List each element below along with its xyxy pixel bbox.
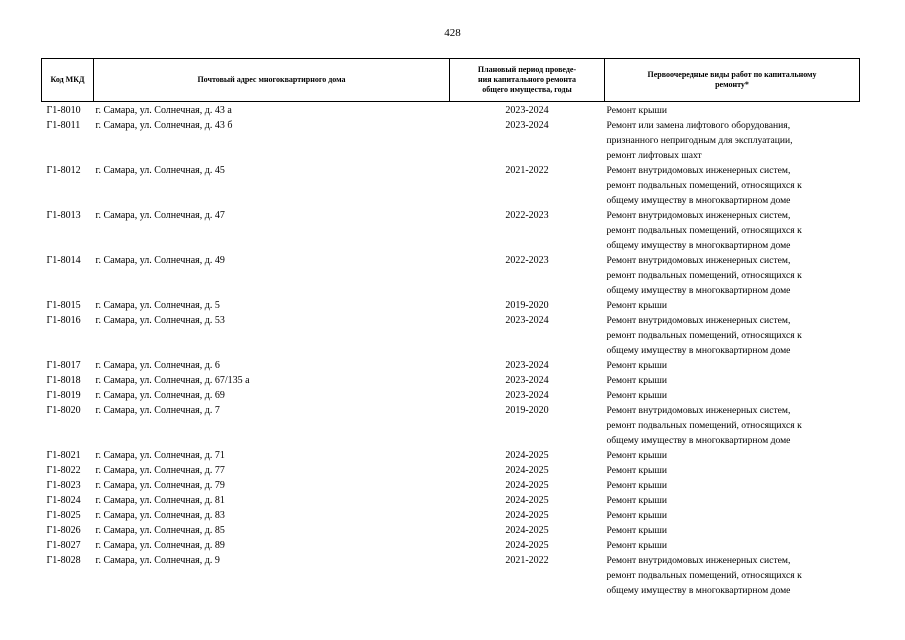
address-cell: г. Самара, ул. Солнечная, д. 9 [95,555,220,566]
period-cell: 2021-2022 [505,165,549,176]
header-address: Почтовый адрес многоквартирного дома [94,59,450,102]
mkd-code-cell: Г1-8025 [46,510,81,521]
table-row [42,298,860,313]
period-cell: 2024-2025 [505,495,549,506]
table-body [42,102,860,599]
address-cell: г. Самара, ул. Солнечная, д. 69 [95,390,225,401]
works-line: общему имуществу в многоквартирном доме [606,285,791,296]
works-line: ремонт подвальных помещений, относящихся к [606,330,802,341]
table-row [42,553,860,598]
header-period-line: общего имущества, годы [482,85,572,94]
table-row [42,463,860,478]
works-line: Ремонт внутридомовых инженерных систем, [606,555,791,566]
header-works-line: ремонту* [715,80,749,89]
works-line: общему имуществу в многоквартирном доме [606,435,791,446]
address-cell: г. Самара, ул. Солнечная, д. 43 б [95,120,233,131]
header-code: Код МКД [42,59,94,102]
works-cell [605,463,860,478]
works-line: ремонт подвальных помещений, относящихся к [606,180,802,191]
works-line: Ремонт крыши [606,105,667,116]
works-cell [605,163,860,208]
works-cell [605,493,860,508]
works-line: Ремонт крыши [606,450,667,461]
works-cell [605,403,860,448]
period-cell: 2023-2024 [505,375,549,386]
works-cell [605,448,860,463]
works-line: Ремонт внутридомовых инженерных систем, [606,165,791,176]
works-cell [605,118,860,163]
mkd-code-cell: Г1-8016 [46,315,81,326]
works-line: Ремонт крыши [606,465,667,476]
works-line: ремонт подвальных помещений, относящихся к [606,270,802,281]
table-row [42,313,860,358]
works-cell [605,553,860,598]
table-row [42,523,860,538]
address-cell: г. Самара, ул. Солнечная, д. 47 [95,210,225,221]
address-cell: г. Самара, ул. Солнечная, д. 85 [95,525,225,536]
header-period [450,59,605,102]
works-line: ремонт подвальных помещений, относящихся к [606,420,802,431]
table-row [42,102,860,119]
works-cell [605,298,860,313]
table-row [42,253,860,298]
period-cell: 2019-2020 [505,300,549,311]
header-works [605,59,860,102]
address-cell: г. Самара, ул. Солнечная, д. 71 [95,450,225,461]
address-cell: г. Самара, ул. Солнечная, д. 67/135 а [95,375,250,386]
period-cell: 2024-2025 [505,450,549,461]
mkd-code-cell: Г1-8019 [46,390,81,401]
works-line: общему имуществу в многоквартирном доме [606,240,791,251]
address-cell: г. Самара, ул. Солнечная, д. 43 а [95,105,232,116]
table-row [42,403,860,448]
address-cell: г. Самара, ул. Солнечная, д. 7 [95,405,220,416]
mkd-code-cell: Г1-8028 [46,555,81,566]
works-cell [605,358,860,373]
works-cell [605,538,860,553]
header-period-line: Плановый период проведе- [477,65,577,74]
period-cell: 2024-2025 [505,540,549,551]
works-cell [605,373,860,388]
works-cell [605,523,860,538]
works-cell [605,313,860,358]
table-row [42,448,860,463]
address-cell: г. Самара, ул. Солнечная, д. 45 [95,165,225,176]
table-row [42,538,860,553]
works-line: Ремонт крыши [606,480,667,491]
address-cell: г. Самара, ул. Солнечная, д. 5 [95,300,220,311]
mkd-code-cell: Г1-8014 [46,255,81,266]
header-period-line: ния капитального ремонта [478,75,576,84]
table-row [42,373,860,388]
page-number: 428 [444,27,461,39]
mkd-code-cell: Г1-8012 [46,165,81,176]
mkd-code-cell: Г1-8024 [46,495,81,506]
mkd-code-cell: Г1-8015 [46,300,81,311]
works-line: общему имуществу в многоквартирном доме [606,345,791,356]
table-row [42,388,860,403]
works-line: признанного непригодным для эксплуатации, [606,135,793,146]
mkd-code-cell: Г1-8017 [46,360,81,371]
address-cell: г. Самара, ул. Солнечная, д. 81 [95,495,225,506]
mkd-code-cell: Г1-8027 [46,540,81,551]
works-line: Ремонт крыши [606,375,667,386]
period-cell: 2023-2024 [505,360,549,371]
table-row [42,478,860,493]
period-cell: 2023-2024 [505,105,549,116]
table-row [42,508,860,523]
capital-repair-table [41,58,860,598]
address-cell: г. Самара, ул. Солнечная, д. 77 [95,465,225,476]
period-cell: 2022-2023 [505,210,549,221]
period-cell: 2024-2025 [505,510,549,521]
works-cell [605,208,860,253]
works-line: Ремонт крыши [606,390,667,401]
address-cell: г. Самара, ул. Солнечная, д. 83 [95,510,225,521]
mkd-code-cell: Г1-8022 [46,465,81,476]
period-cell: 2024-2025 [505,480,549,491]
table-row [42,118,860,163]
works-line: ремонт лифтовых шахт [606,150,702,161]
period-cell: 2024-2025 [505,525,549,536]
period-cell: 2019-2020 [505,405,549,416]
address-cell: г. Самара, ул. Солнечная, д. 79 [95,480,225,491]
mkd-code-cell: Г1-8011 [46,120,81,131]
mkd-code-cell: Г1-8026 [46,525,81,536]
works-line: Ремонт крыши [606,525,667,536]
mkd-code-cell: Г1-8018 [46,375,81,386]
period-cell: 2021-2022 [505,555,549,566]
works-line: ремонт подвальных помещений, относящихся к [606,225,802,236]
works-cell [605,102,860,119]
works-line: Ремонт внутридомовых инженерных систем, [606,210,791,221]
table-row [42,493,860,508]
period-cell: 2024-2025 [505,465,549,476]
works-line: Ремонт или замена лифтового оборудования, [606,120,791,131]
address-cell: г. Самара, ул. Солнечная, д. 6 [95,360,220,371]
mkd-code-cell: Г1-8021 [46,450,81,461]
works-cell [605,478,860,493]
works-cell [605,508,860,523]
mkd-code-cell: Г1-8013 [46,210,81,221]
period-cell: 2023-2024 [505,315,549,326]
works-line: Ремонт крыши [606,300,667,311]
works-line: Ремонт внутридомовых инженерных систем, [606,255,791,266]
works-line: общему имуществу в многоквартирном доме [606,195,791,206]
table-row [42,208,860,253]
works-line: Ремонт внутридомовых инженерных систем, [606,315,791,326]
mkd-code-cell: Г1-8010 [46,105,81,116]
period-cell: 2022-2023 [505,255,549,266]
works-line: Ремонт крыши [606,360,667,371]
works-line: Ремонт крыши [606,510,667,521]
works-line: общему имуществу в многоквартирном доме [606,585,791,596]
works-line: ремонт подвальных помещений, относящихся к [606,570,802,581]
header-works-line: Первоочередные виды работ по капитальному [647,70,817,79]
table-header-row [42,59,860,102]
mkd-code-cell: Г1-8020 [46,405,81,416]
table-row [42,358,860,373]
works-line: Ремонт крыши [606,540,667,551]
address-cell: г. Самара, ул. Солнечная, д. 49 [95,255,225,266]
works-line: Ремонт крыши [606,495,667,506]
period-cell: 2023-2024 [505,120,549,131]
address-cell: г. Самара, ул. Солнечная, д. 53 [95,315,225,326]
address-cell: г. Самара, ул. Солнечная, д. 89 [95,540,225,551]
table-row [42,163,860,208]
mkd-code-cell: Г1-8023 [46,480,81,491]
works-cell [605,253,860,298]
period-cell: 2023-2024 [505,390,549,401]
works-line: Ремонт внутридомовых инженерных систем, [606,405,791,416]
works-cell [605,388,860,403]
